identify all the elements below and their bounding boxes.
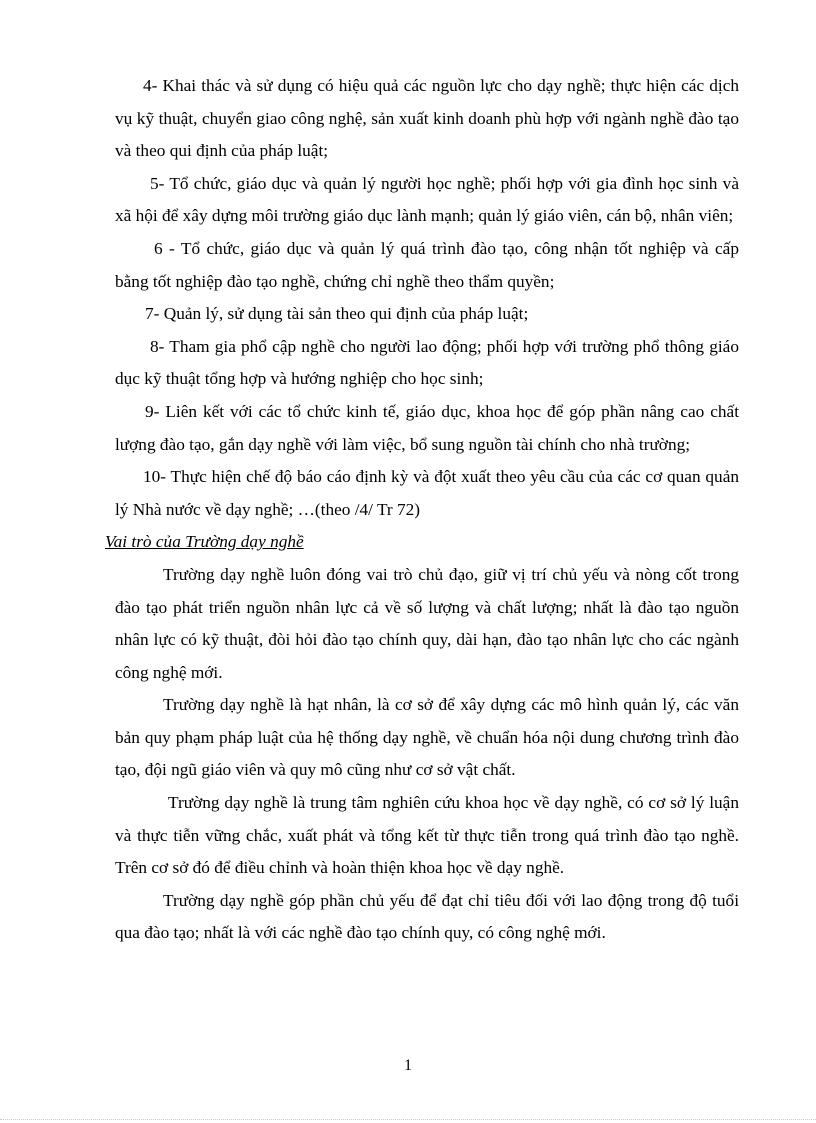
- list-item: 10- Thực hiện chế độ báo cáo định kỳ và đột xuất theo yêu cầu của các cơ quan quản lý Nhà nước về dạy nghề; …(theo /4/ Tr 72): [115, 467, 739, 519]
- paragraph: Trường dạy nghề là hạt nhân, là cơ sở để xây dựng các mô hình quản lý, các văn bản quy phạm pháp luật của hệ thống dạy nghề, về chuẩn hóa nội dung chương trình đào tạo, đội ngũ giáo viên và quy mô cũng như cơ sở vật chất.: [115, 695, 739, 780]
- paragraph: Trường dạy nghề góp phần chủ yếu để đạt chỉ tiêu đối với lao động trong độ tuổi qua đào tạo; nhất là với các nghề đào tạo chính quy, có công nghệ mới.: [115, 890, 739, 943]
- page-bottom-divider: [0, 1119, 816, 1120]
- page-number: 1: [404, 1057, 412, 1074]
- paragraph: Trường dạy nghề là trung tâm nghiên cứu khoa học về dạy nghề, có cơ sở lý luận và thực tiễn vững chắc, xuất phát và tổng kết từ thực tiễn trong quá trình đào tạo nghề. Trên cơ sở đó để điều chỉnh và hoàn thiện khoa học về dạy nghề.: [115, 793, 739, 878]
- list-item: 6 - Tổ chức, giáo dục và quản lý quá trình đào tạo, công nhận tốt nghiệp và cấp bằng tốt nghiệp đào tạo nghề, chứng chỉ nghề theo thẩm quyền;: [115, 238, 739, 291]
- document-body: [105, 70, 739, 950]
- list-item: 7- Quản lý, sử dụng tài sản theo qui định của pháp luật;: [145, 304, 529, 324]
- list-item: 4- Khai thác và sử dụng có hiệu quả các nguồn lực cho dạy nghề; thực hiện các dịch vụ kỹ thuật, chuyển giao công nghệ, sản xuất kinh doanh phù hợp với ngành nghề đào tạo và theo qui định của pháp luật;: [115, 76, 739, 161]
- list-item: 9- Liên kết với các tổ chức kinh tế, giáo dục, khoa học để góp phần nâng cao chất lượng đào tạo, gắn dạy nghề với làm việc, bổ sung nguồn tài chính cho nhà trường;: [115, 401, 739, 454]
- list-item: 5- Tổ chức, giáo dục và quản lý người học nghề; phối hợp với gia đình học sinh và xã hội để xây dựng môi trường giáo dục lành mạnh; quản lý giáo viên, cán bộ, nhân viên;: [115, 173, 739, 226]
- list-item: 8- Tham gia phổ cập nghề cho người lao động; phối hợp với trường phổ thông giáo dục kỹ thuật tổng hợp và hướng nghiệp cho học sinh;: [115, 336, 739, 389]
- section-heading: Vai trò của Trường dạy nghề: [105, 532, 304, 552]
- paragraph: Trường dạy nghề luôn đóng vai trò chủ đạo, giữ vị trí chủ yếu và nòng cốt trong đào tạo phát triển nguồn nhân lực cả về số lượng và chất lượng; nhất là đào tạo nguồn nhân lực có kỹ thuật, đòi hỏi đào tạo chính quy, dài hạn, đào tạo nhân lực cho các ngành công nghệ mới.: [115, 564, 739, 682]
